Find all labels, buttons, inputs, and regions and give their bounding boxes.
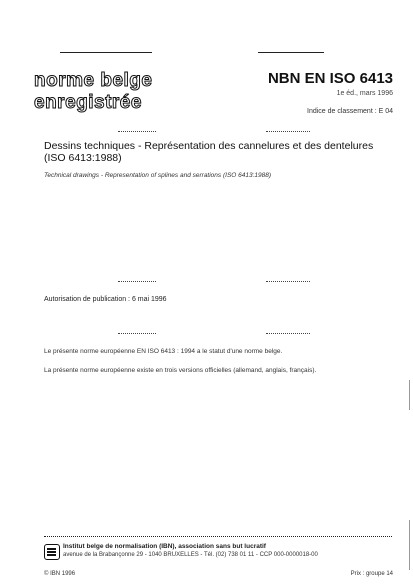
- ibn-logo-icon: [44, 544, 60, 560]
- mid-separator-right: [266, 281, 310, 282]
- document-title: Dessins techniques - Représentation des cannelures et des dentelures (ISO 6413:1988): [44, 140, 374, 164]
- notes-separator-right: [266, 333, 310, 334]
- document-title-english: Technical drawings - Representation of splines and serrations (ISO 6413:1988): [44, 172, 272, 179]
- classification-index: Indice de classement : E 04: [307, 108, 393, 115]
- publication-authorization: Autorisation de publication : 6 mai 1996: [44, 296, 167, 303]
- price-group: Prix : groupe 14: [350, 571, 393, 577]
- scan-edge-mark: [409, 380, 410, 410]
- edition-date: 1e éd., mars 1996: [336, 90, 393, 97]
- versions-note: La présente norme européenne existe en trois versions officielles (allemand, anglais, français).: [44, 367, 317, 374]
- scan-edge-mark: [409, 520, 410, 570]
- norme-belge-heading: [34, 70, 152, 114]
- top-rule-right: [258, 52, 324, 53]
- footer-rule: [44, 536, 392, 537]
- title-separator-right: [266, 131, 310, 132]
- mid-separator-left: [118, 281, 156, 282]
- norme-line-1: norme belge: [34, 70, 153, 91]
- status-note: Le présente norme européenne EN ISO 6413 : 1994 a le statut d'une norme belge.: [44, 348, 283, 355]
- notes-separator-left: [118, 333, 156, 334]
- standard-code: NBN EN ISO 6413: [267, 70, 393, 87]
- institute-name: Institut belge de normalisation (IBN), association sans but lucratif: [63, 543, 266, 550]
- norme-line-2: enregistrée: [34, 92, 142, 113]
- top-rule-left: [60, 52, 152, 53]
- institute-address: avenue de la Brabançonne 29 - 1040 BRUXELLES - Tél. (02) 738 01 11 - CCP 000-0000018-00: [63, 552, 318, 558]
- title-separator-left: [118, 131, 156, 132]
- copyright: © IBN 1996: [44, 571, 76, 577]
